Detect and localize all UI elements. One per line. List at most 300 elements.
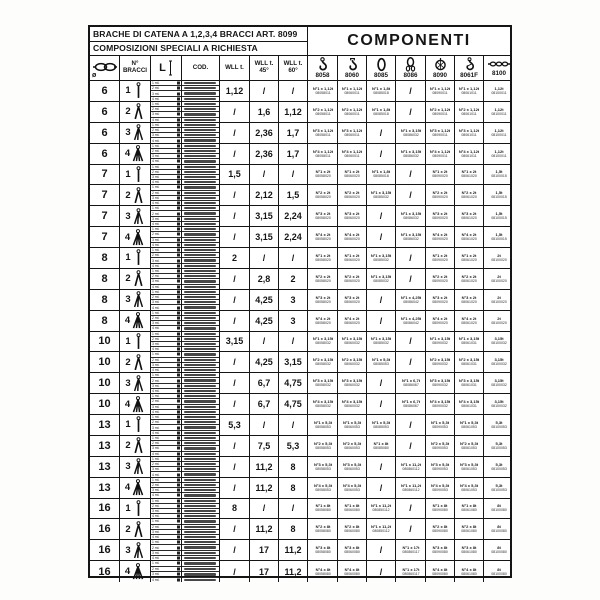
length-value: 4 mt. bbox=[152, 577, 160, 582]
component-code: 08060053 bbox=[344, 425, 360, 429]
chain-mark bbox=[177, 520, 180, 523]
code-bar bbox=[184, 411, 216, 413]
component-code: 08090020 bbox=[432, 258, 448, 262]
component-quantity: N°1 x 2t bbox=[432, 169, 448, 175]
component-cell-8085 bbox=[367, 290, 396, 310]
component-code: 08058011 bbox=[314, 91, 331, 95]
component-code: 08060080 bbox=[344, 508, 360, 513]
component-code: 08085032 bbox=[373, 279, 389, 283]
component-quantity: N°2 x 1,12t bbox=[429, 107, 451, 112]
length-value: 2 mt. bbox=[152, 253, 160, 258]
code-bar bbox=[184, 374, 216, 376]
leg-3-icon bbox=[132, 542, 145, 559]
component-code: 08061080 bbox=[461, 508, 477, 513]
code-bar bbox=[184, 568, 216, 570]
not-applicable-slash: / bbox=[379, 211, 383, 222]
component-quantity: N°3 x 2t bbox=[315, 295, 330, 300]
diameter-symbol: ø bbox=[92, 72, 97, 79]
legs-cell bbox=[120, 561, 151, 582]
chain-mark bbox=[177, 82, 180, 85]
code-bar bbox=[184, 265, 216, 267]
component-cell-8085 bbox=[367, 436, 396, 456]
component-cell-8061F bbox=[455, 561, 484, 582]
component-cell-8060 bbox=[338, 332, 367, 352]
legs-count: 3 bbox=[125, 127, 131, 139]
component-code: 08060020 bbox=[344, 258, 360, 262]
wll-45-cell: 4,25 bbox=[250, 352, 279, 372]
title-box bbox=[90, 27, 308, 55]
length-value: 3 mt. bbox=[152, 467, 160, 472]
wll-cell: 2 bbox=[220, 248, 250, 268]
component-code: 08061080 bbox=[461, 550, 477, 554]
component-quantity: N°2 x 3,15t bbox=[312, 357, 333, 363]
component-cell-8085 bbox=[367, 185, 396, 205]
chain-mark bbox=[177, 343, 180, 346]
code-bar bbox=[184, 453, 216, 455]
component-cell-content bbox=[367, 420, 395, 429]
diameter-cell: 16 bbox=[90, 561, 120, 582]
component-cell-content bbox=[455, 128, 483, 137]
component-quantity: 1,5t bbox=[495, 169, 503, 175]
code-subrow bbox=[182, 97, 219, 101]
length-subrow bbox=[151, 556, 181, 560]
chain-mark bbox=[177, 573, 180, 576]
component-code: 08061011 bbox=[461, 112, 477, 116]
wll-45-label-1: WLL t. bbox=[254, 60, 274, 68]
code-bar bbox=[184, 259, 216, 261]
code-bar bbox=[184, 552, 216, 554]
component-cell-8060 bbox=[338, 457, 367, 477]
component-quantity: N°4 x 2t bbox=[344, 315, 360, 321]
component-cell-8061F bbox=[455, 394, 484, 414]
component-code: 08090080 bbox=[432, 508, 448, 513]
component-cell-8060 bbox=[338, 248, 367, 268]
wll-60-cell: 8 bbox=[279, 519, 308, 539]
component-cell-8058 bbox=[308, 540, 338, 560]
code-bar bbox=[184, 353, 216, 355]
component-quantity: N°3 x 2t bbox=[344, 295, 360, 300]
component-quantity: 5,3t bbox=[495, 420, 503, 425]
component-cell-8061F bbox=[455, 457, 484, 477]
length-value: 1 mt. bbox=[152, 477, 160, 482]
code-bar bbox=[184, 113, 216, 115]
length-value: 1 mt. bbox=[152, 373, 160, 378]
code-bar bbox=[184, 546, 216, 548]
length-value: 3 mt. bbox=[152, 237, 160, 242]
chain-mark bbox=[177, 348, 180, 351]
component-cell-8100 bbox=[484, 415, 514, 435]
legs-count: 2 bbox=[125, 523, 131, 535]
chain-mark bbox=[177, 170, 180, 173]
component-code: 08060080 bbox=[344, 550, 360, 554]
wll-45-cell: 11,2 bbox=[250, 478, 279, 498]
wll-60-cell: 5,3 bbox=[279, 436, 308, 456]
table-header-band bbox=[90, 27, 510, 56]
componenti-header: COMPONENTI bbox=[347, 32, 471, 49]
code-subrow bbox=[182, 326, 219, 330]
component-cell-8061F bbox=[455, 311, 484, 331]
length-value: 2 mt. bbox=[152, 128, 160, 132]
component-quantity: N°3 x 2t bbox=[344, 211, 360, 216]
code-bar bbox=[184, 202, 216, 204]
component-quantity: N°4 x 1,12t bbox=[341, 148, 363, 154]
component-quantity: N°2 x 2t bbox=[461, 190, 477, 196]
code-cell bbox=[182, 185, 220, 205]
legs-cell bbox=[120, 478, 151, 498]
component-code: 08090032 bbox=[432, 404, 448, 408]
legs-cell bbox=[120, 269, 151, 289]
table-row bbox=[90, 373, 510, 394]
component-code: 08100032 bbox=[491, 362, 507, 367]
component-quantity: N°4 x 3,15t bbox=[458, 399, 480, 404]
legs-cell bbox=[120, 311, 151, 331]
wll-cell: / bbox=[220, 436, 250, 456]
leg-4-icon bbox=[131, 396, 145, 413]
code-bar bbox=[184, 479, 216, 481]
code-bar bbox=[184, 579, 216, 581]
component-quantity: N°3 x 3,15t bbox=[341, 378, 363, 383]
component-cell-8090 bbox=[426, 540, 455, 560]
wll-45-cell: 4,25 bbox=[250, 290, 279, 310]
component-cell-8061F bbox=[455, 332, 484, 352]
component-cell-content bbox=[455, 316, 483, 325]
chain-mark bbox=[177, 395, 180, 398]
component-code: 08090020 bbox=[432, 279, 448, 283]
length-value: 3 mt. bbox=[152, 509, 160, 513]
leg-3-icon bbox=[132, 458, 145, 475]
component-code: 08090011 bbox=[432, 91, 448, 95]
component-id-label: 8100 bbox=[491, 70, 506, 78]
chain-mark bbox=[177, 473, 180, 476]
legs-header-label: N° bbox=[131, 60, 139, 68]
length-value: 3 mt. bbox=[152, 550, 160, 555]
wll-45-cell: 6,7 bbox=[250, 394, 279, 414]
component-cell-8086 bbox=[396, 165, 426, 185]
component-quantity: N°2 x 5,3t bbox=[430, 441, 450, 446]
component-cell-content bbox=[367, 274, 395, 283]
length-subrow bbox=[151, 118, 181, 122]
chain-mark bbox=[177, 207, 180, 210]
component-cell-8090 bbox=[426, 478, 455, 498]
wll-45-cell: 11,2 bbox=[250, 457, 279, 477]
component-cell-8100 bbox=[484, 540, 514, 560]
wll-60-cell: 1,5 bbox=[279, 185, 308, 205]
component-code: 08100020 bbox=[491, 300, 507, 304]
length-value: 2 mt. bbox=[152, 566, 160, 571]
chain-mark bbox=[177, 228, 180, 231]
component-code: 08085080 bbox=[373, 446, 389, 450]
wll-60-cell: / bbox=[279, 248, 308, 268]
not-applicable-slash: / bbox=[409, 85, 412, 96]
not-applicable-slash: / bbox=[379, 545, 383, 556]
chain-icon bbox=[487, 58, 511, 70]
component-cell-8058 bbox=[308, 248, 338, 268]
wll-cell: / bbox=[220, 185, 250, 205]
component-code: 08085018 bbox=[373, 174, 389, 179]
component-cell-content bbox=[484, 274, 514, 283]
component-cell-8085 bbox=[367, 499, 396, 519]
leg-3-icon bbox=[132, 291, 145, 308]
component-code: 08061020 bbox=[461, 216, 477, 220]
code-bar bbox=[184, 557, 216, 559]
component-code: 08060080 bbox=[344, 571, 360, 576]
diameter-cell: 7 bbox=[90, 165, 120, 185]
component-quantity: N°2 x 2t bbox=[344, 190, 360, 196]
component-cell-8086 bbox=[396, 478, 426, 498]
component-cell-content bbox=[396, 232, 425, 241]
diameter-cell: 13 bbox=[90, 478, 120, 498]
component-code: 08100080 bbox=[491, 529, 507, 534]
component-cell-8086 bbox=[396, 394, 426, 414]
chain-mark bbox=[177, 578, 180, 581]
component-cell-8085 bbox=[367, 561, 396, 582]
chain-mark bbox=[177, 379, 180, 382]
component-cell-content bbox=[484, 525, 514, 534]
component-code: 08100015 bbox=[491, 216, 507, 220]
component-cell-content bbox=[484, 295, 514, 304]
chain-mark bbox=[177, 478, 180, 481]
component-cell-content bbox=[426, 212, 454, 221]
diameter-cell: 7 bbox=[90, 227, 120, 247]
length-value: 3 mt. bbox=[152, 300, 160, 305]
code-bar bbox=[184, 233, 216, 235]
code-subrow bbox=[182, 201, 219, 205]
chain-mark bbox=[177, 217, 180, 220]
component-cell-content bbox=[308, 149, 337, 158]
chain-mark bbox=[177, 322, 180, 325]
length-value: 4 mt. bbox=[152, 451, 160, 456]
table-row bbox=[90, 332, 510, 353]
component-quantity: N°2 x 5,3t bbox=[459, 441, 479, 446]
code-cell bbox=[182, 332, 220, 352]
component-quantity: N°1 x 2t bbox=[315, 169, 330, 175]
component-cell-8100 bbox=[484, 185, 514, 205]
component-cell-8090 bbox=[426, 206, 455, 226]
wll-60-cell: / bbox=[279, 165, 308, 185]
component-code: 08058020 bbox=[314, 174, 331, 179]
chain-mark bbox=[177, 421, 180, 424]
wll-cell: / bbox=[220, 290, 250, 310]
wll-cell: / bbox=[220, 394, 250, 414]
component-quantity: N°1 x 5,3t bbox=[342, 420, 362, 425]
legs-count: 1 bbox=[125, 252, 131, 264]
component-cell-8060 bbox=[338, 436, 367, 456]
code-cell bbox=[182, 144, 220, 164]
component-cell-content bbox=[308, 441, 337, 450]
leg-1-icon bbox=[132, 333, 145, 350]
length-subrow bbox=[151, 326, 181, 330]
diameter-cell: 8 bbox=[90, 290, 120, 310]
component-quantity: N°4 x 8t bbox=[461, 566, 477, 572]
component-cell-8085 bbox=[367, 123, 396, 143]
component-cell-content bbox=[426, 525, 454, 534]
component-quantity: 8t bbox=[497, 503, 501, 509]
component-cell-8085 bbox=[367, 332, 396, 352]
component-code: 08058020 bbox=[314, 195, 331, 200]
component-cell-8060 bbox=[338, 227, 367, 247]
legs-count: 1 bbox=[125, 502, 131, 514]
component-header-8090 bbox=[426, 56, 455, 80]
code-cell bbox=[182, 415, 220, 435]
component-code: 08090080 bbox=[432, 529, 448, 534]
length-value: 4 mt. bbox=[152, 514, 160, 519]
code-bar bbox=[184, 333, 216, 335]
wll-60-cell: 1,7 bbox=[279, 123, 308, 143]
length-value: 2 mt. bbox=[152, 503, 160, 508]
component-cell-content bbox=[426, 316, 454, 325]
component-cell-content bbox=[367, 107, 395, 116]
diameter-cell: 8 bbox=[90, 248, 120, 268]
component-code: 08061011 bbox=[461, 153, 477, 158]
clevis-hook-icon bbox=[346, 57, 359, 72]
diameter-cell: 16 bbox=[90, 519, 120, 539]
chain-mark bbox=[177, 129, 180, 132]
component-quantity: N°4 x 1,12t bbox=[312, 148, 333, 154]
component-cell-8061F bbox=[455, 123, 484, 143]
component-code: 08058032 bbox=[314, 383, 331, 387]
legs-count: 1 bbox=[125, 419, 131, 431]
component-quantity: N°4 x 5,3t bbox=[459, 482, 479, 488]
table-row bbox=[90, 269, 510, 290]
chain-mark bbox=[177, 160, 180, 163]
component-cell-content bbox=[308, 379, 337, 388]
length-value: 3 mt. bbox=[152, 425, 160, 430]
table-row bbox=[90, 81, 510, 102]
component-cell-8100 bbox=[484, 81, 514, 101]
code-bar bbox=[184, 160, 216, 162]
table-row bbox=[90, 519, 510, 540]
leg-2-icon bbox=[132, 437, 145, 454]
code-bar bbox=[184, 166, 216, 168]
component-code: 08086042 bbox=[402, 320, 419, 325]
chain-mark bbox=[177, 358, 180, 361]
legs-header bbox=[120, 56, 151, 80]
component-cell-8100 bbox=[484, 499, 514, 519]
component-cell-content bbox=[367, 86, 395, 95]
component-quantity: N°4 x 8t bbox=[432, 566, 448, 572]
component-cell-8061F bbox=[455, 81, 484, 101]
component-cell-8090 bbox=[426, 436, 455, 456]
component-cell-8100 bbox=[484, 311, 514, 331]
component-code: 08061053 bbox=[461, 425, 477, 429]
chain-mark bbox=[177, 285, 180, 288]
diameter-cell: 8 bbox=[90, 311, 120, 331]
wll-60-cell: 1,12 bbox=[279, 102, 308, 122]
chain-mark bbox=[177, 494, 180, 497]
component-cell-content bbox=[484, 128, 514, 137]
component-cell-8085 bbox=[367, 394, 396, 414]
component-cell-8060 bbox=[338, 290, 367, 310]
code-subrow bbox=[182, 180, 219, 184]
component-cell-content bbox=[484, 420, 514, 429]
table-body bbox=[90, 81, 510, 582]
component-cell-content bbox=[308, 212, 337, 221]
component-quantity: N°3 x 1,12t bbox=[458, 128, 480, 133]
wll-45-cell: / bbox=[250, 165, 279, 185]
component-quantity: N°3 x 2t bbox=[461, 211, 477, 216]
length-value: 1 mt. bbox=[152, 206, 160, 211]
component-cell-8086 bbox=[396, 373, 426, 393]
code-bar bbox=[184, 124, 216, 126]
chain-mark bbox=[177, 504, 180, 507]
component-cell-content bbox=[338, 107, 366, 116]
leg-4-icon bbox=[131, 312, 145, 329]
not-applicable-slash: / bbox=[379, 566, 383, 577]
length-value: 2 mt. bbox=[152, 169, 160, 174]
component-quantity: N°1 x 1,8t bbox=[371, 107, 391, 112]
chain-mark bbox=[177, 410, 180, 413]
component-code: 08086067 bbox=[402, 404, 419, 408]
component-cell-content bbox=[367, 253, 395, 262]
component-quantity: N°4 x 8t bbox=[315, 566, 330, 572]
component-cell-content bbox=[396, 149, 425, 158]
component-quantity: 8t bbox=[497, 566, 501, 572]
component-quantity: N°1 x 1,12t bbox=[429, 86, 451, 91]
component-cell-8100 bbox=[484, 561, 514, 582]
leg-3-icon bbox=[132, 124, 145, 141]
chain-mark bbox=[177, 259, 180, 262]
code-header bbox=[182, 56, 220, 80]
chain-mark bbox=[177, 530, 180, 533]
chain-mark bbox=[177, 546, 180, 549]
chain-mark bbox=[177, 301, 180, 304]
diameter-cell: 13 bbox=[90, 436, 120, 456]
code-bar bbox=[184, 192, 216, 194]
length-header bbox=[151, 56, 182, 80]
component-cell-content bbox=[338, 232, 366, 241]
component-cell-8061F bbox=[455, 290, 484, 310]
component-quantity: N°3 x 2t bbox=[432, 295, 448, 300]
component-code: 08086032 bbox=[402, 153, 419, 158]
component-cell-8061F bbox=[455, 227, 484, 247]
chain-mark bbox=[177, 87, 180, 90]
length-value: 4 mt. bbox=[152, 284, 160, 289]
component-code: 08060011 bbox=[344, 153, 360, 158]
component-cell-8061F bbox=[455, 519, 484, 539]
component-quantity: N°3 x 8t bbox=[344, 545, 360, 550]
code-subrow bbox=[182, 222, 219, 226]
length-cell bbox=[151, 81, 182, 101]
table-subtitle: COMPOSIZIONI SPECIALI A RICHIESTA bbox=[93, 43, 258, 54]
table-title: BRACHE DI CATENA A 1,2,3,4 BRACCI ART. 8099 bbox=[90, 27, 307, 42]
code-bar bbox=[184, 176, 216, 178]
component-cell-content bbox=[455, 483, 483, 492]
length-value: 2 mt. bbox=[152, 378, 160, 383]
component-cell-8090 bbox=[426, 561, 455, 582]
diameter-cell: 6 bbox=[90, 102, 120, 122]
chain-mark bbox=[177, 390, 180, 393]
wll-60-cell: / bbox=[279, 499, 308, 519]
wll-45-label-2: 45° bbox=[259, 67, 269, 74]
chain-mark bbox=[177, 515, 180, 518]
component-cell-content bbox=[455, 107, 483, 116]
component-code: 08090080 bbox=[432, 571, 448, 576]
component-quantity: 1,5t bbox=[495, 190, 503, 196]
component-cell-content bbox=[484, 232, 514, 241]
component-code: 08061053 bbox=[461, 446, 477, 450]
leg-4-icon bbox=[131, 145, 145, 162]
component-quantity: N°4 x 8t bbox=[344, 566, 360, 572]
not-applicable-slash: / bbox=[409, 336, 412, 347]
code-subrow bbox=[182, 452, 219, 456]
component-code: 08100020 bbox=[491, 320, 507, 325]
component-quantity: N°1 x 11,2t bbox=[370, 524, 392, 530]
wll-60-cell: 3 bbox=[279, 311, 308, 331]
component-cell-content bbox=[338, 253, 366, 262]
wll-header-label: WLL t. bbox=[225, 63, 244, 71]
diameter-cell: 13 bbox=[90, 415, 120, 435]
component-quantity: 3,15t bbox=[494, 357, 504, 363]
